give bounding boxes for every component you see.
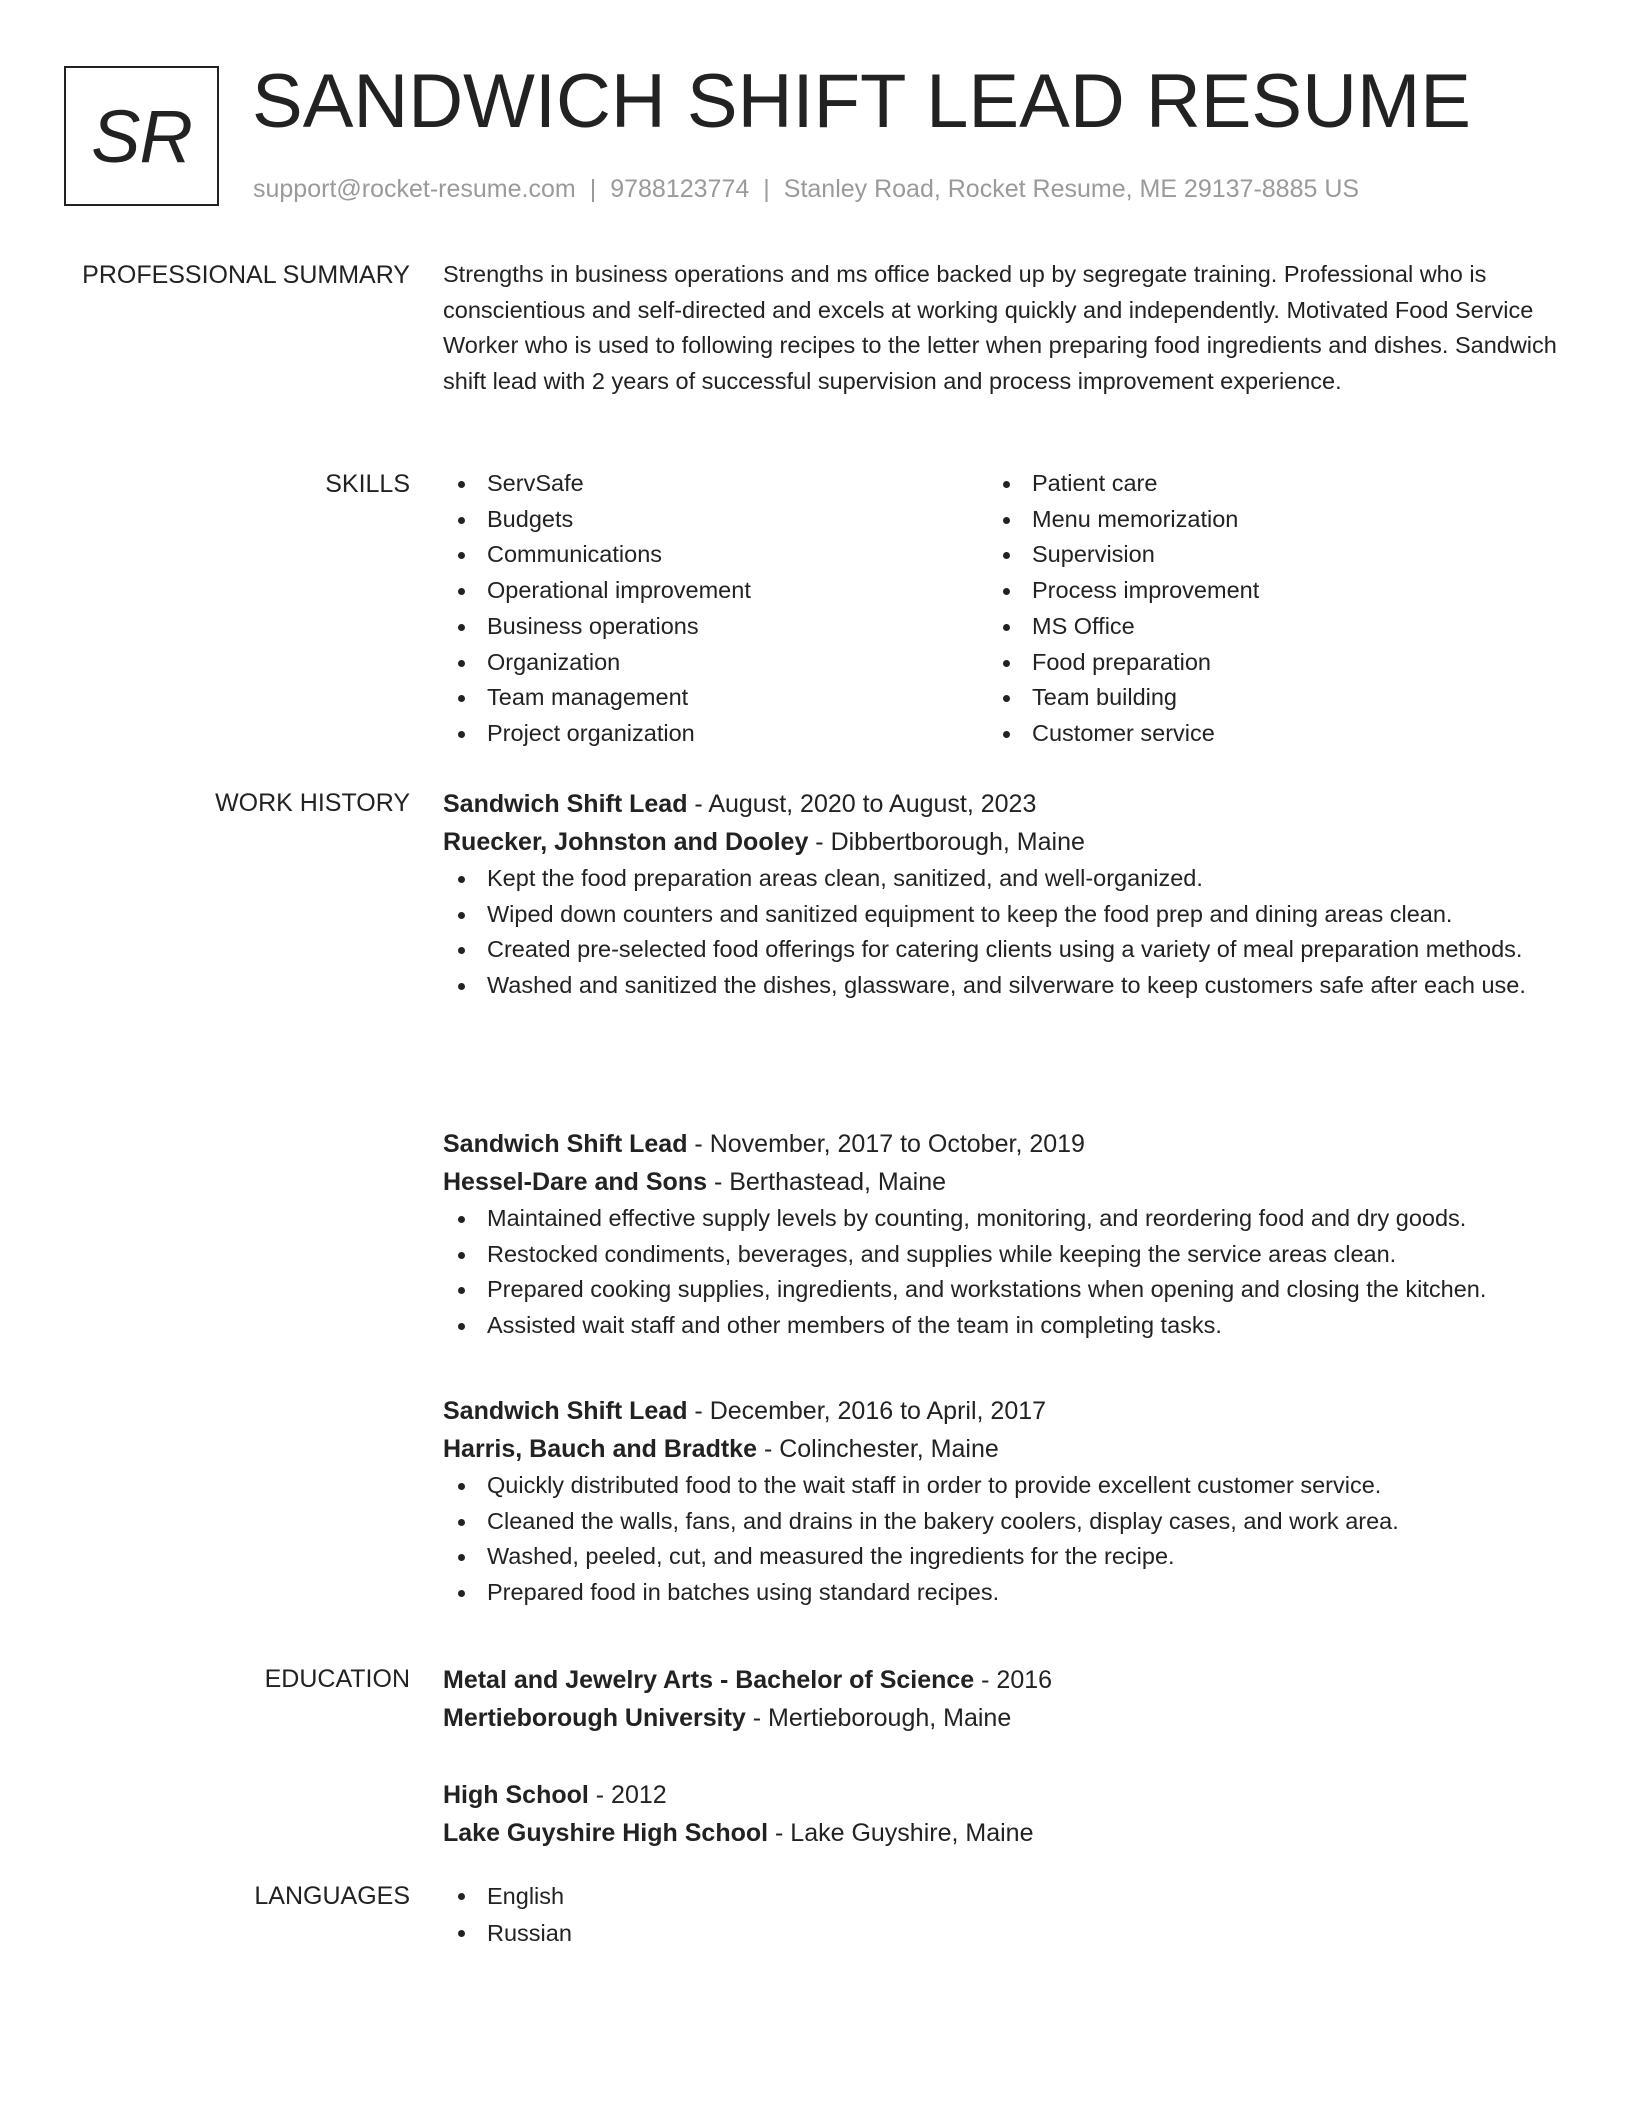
- duty-item: Maintained effective supply levels by counting, monitoring, and reordering food and dry goods.: [443, 1201, 1563, 1237]
- summary-text: Strengths in business operations and ms office backed up by segregate training. Professional who is conscientious and self-directed and excels at working quickly and independently. Motivated Food Service Worker who is used to following recipes to the letter when preparing food ingredients and dishes. Sandwich shift lead with 2 years of successful supervision and process improvement experience.: [443, 261, 1557, 395]
- contact-separator: |: [589, 175, 597, 203]
- degree-line: [443, 1776, 1563, 1814]
- job-entry: [443, 1392, 1563, 1611]
- job-dates: - December, 2016 to April, 2017: [687, 1397, 1047, 1425]
- degree-line: [443, 1661, 1563, 1699]
- skill-item: Process improvement: [988, 573, 1533, 609]
- skill-item: ServSafe: [443, 466, 988, 502]
- duty-item: Washed, peeled, cut, and measured the ingredients for the recipe.: [443, 1539, 1563, 1575]
- skill-item: Budgets: [443, 502, 988, 538]
- job-duties: [443, 1201, 1563, 1344]
- skill-item: Communications: [443, 537, 988, 573]
- duty-item: Quickly distributed food to the wait staff in order to provide excellent customer service.: [443, 1468, 1563, 1504]
- summary-body: [443, 257, 1563, 400]
- contact-separator: |: [763, 175, 770, 203]
- duty-item: Kept the food preparation areas clean, sanitized, and well-organized.: [443, 861, 1563, 897]
- email-link[interactable]: support@rocket-resume.com: [253, 175, 576, 203]
- skill-item: MS Office: [988, 609, 1533, 645]
- skill-item: Operational improvement: [443, 573, 988, 609]
- page-title: SANDWICH SHIFT LEAD RESUME: [252, 59, 1471, 144]
- skills-body: [443, 466, 1563, 752]
- skill-item: Organization: [443, 645, 988, 681]
- job-company-line: [443, 1163, 1563, 1201]
- school-location: - Lake Guyshire, Maine: [768, 1819, 1034, 1847]
- education-entry: [443, 1776, 1563, 1852]
- job-location: - Colinchester, Maine: [757, 1435, 999, 1463]
- school-location: - Mertieborough, Maine: [745, 1704, 1012, 1732]
- job-location: - Dibbertborough, Maine: [808, 828, 1085, 856]
- section-heading-education: EDUCATION: [264, 1665, 410, 1693]
- school: Mertieborough University: [443, 1704, 746, 1732]
- job-duties: [443, 1468, 1563, 1611]
- skill-item: Supervision: [988, 537, 1533, 573]
- job-title-line: [443, 785, 1563, 823]
- job-title-line: [443, 1125, 1563, 1163]
- duty-item: Wiped down counters and sanitized equipment to keep the food prep and dining areas clean.: [443, 897, 1563, 933]
- job-company: Ruecker, Johnston and Dooley: [443, 828, 809, 856]
- skill-item: Customer service: [988, 716, 1533, 752]
- address: Stanley Road, Rocket Resume, ME 29137-8885 US: [783, 175, 1360, 203]
- skill-item: Menu memorization: [988, 502, 1533, 538]
- duty-item: Prepared food in batches using standard recipes.: [443, 1575, 1563, 1611]
- school: Lake Guyshire High School: [443, 1819, 769, 1847]
- skill-item: Project organization: [443, 716, 988, 752]
- job-title-line: [443, 1392, 1563, 1430]
- job-dates: - August, 2020 to August, 2023: [687, 790, 1037, 818]
- duty-item: Cleaned the walls, fans, and drains in the bakery coolers, display cases, and work area.: [443, 1504, 1563, 1540]
- job-location: - Berthastead, Maine: [707, 1168, 947, 1196]
- skill-item: Food preparation: [988, 645, 1533, 681]
- job-dates: - November, 2017 to October, 2019: [687, 1130, 1085, 1158]
- job-entry: [443, 1125, 1563, 1344]
- language-item: Russian: [443, 1915, 1563, 1952]
- duty-item: Prepared cooking supplies, ingredients, and workstations when opening and closing the kitchen.: [443, 1272, 1563, 1308]
- skills-list-left: [443, 466, 988, 752]
- contact-line: [253, 172, 1359, 206]
- job-company: Harris, Bauch and Bradtke: [443, 1435, 757, 1463]
- section-heading-summary: PROFESSIONAL SUMMARY: [82, 261, 410, 289]
- job-entry: [443, 785, 1563, 1004]
- duty-item: Assisted wait staff and other members of the team in completing tasks.: [443, 1308, 1563, 1344]
- duty-item: Restocked condiments, beverages, and supplies while keeping the service areas clean.: [443, 1237, 1563, 1273]
- phone-number[interactable]: 9788123774: [610, 175, 750, 203]
- job-title: Sandwich Shift Lead: [443, 1397, 688, 1425]
- job-company-line: [443, 823, 1563, 861]
- school-line: [443, 1814, 1563, 1852]
- education-entry: [443, 1661, 1563, 1737]
- degree: Metal and Jewelry Arts - Bachelor of Science: [443, 1666, 975, 1694]
- skill-item: Patient care: [988, 466, 1533, 502]
- duty-item: Created pre-selected food offerings for catering clients using a variety of meal preparation methods.: [443, 932, 1563, 968]
- job-title: Sandwich Shift Lead: [443, 1130, 688, 1158]
- degree: High School: [443, 1781, 589, 1809]
- job-title: Sandwich Shift Lead: [443, 790, 688, 818]
- graduation-year: - 2016: [974, 1666, 1053, 1694]
- section-heading-skills: SKILLS: [325, 470, 410, 498]
- school-line: [443, 1699, 1563, 1737]
- skill-item: Business operations: [443, 609, 988, 645]
- monogram-logo: SR: [64, 66, 219, 206]
- skills-list-right: [988, 466, 1533, 752]
- duty-item: Washed and sanitized the dishes, glassware, and silverware to keep customers safe after each use.: [443, 968, 1563, 1004]
- section-heading-languages: LANGUAGES: [254, 1882, 410, 1910]
- job-company-line: [443, 1430, 1563, 1468]
- skill-item: Team management: [443, 680, 988, 716]
- graduation-year: - 2012: [588, 1781, 667, 1809]
- languages-body: [443, 1878, 1563, 1952]
- skill-item: Team building: [988, 680, 1533, 716]
- languages-list: [443, 1878, 1563, 1952]
- language-item: English: [443, 1878, 1563, 1915]
- section-heading-work-history: WORK HISTORY: [215, 789, 410, 817]
- job-company: Hessel-Dare and Sons: [443, 1168, 707, 1196]
- job-duties: [443, 861, 1563, 1004]
